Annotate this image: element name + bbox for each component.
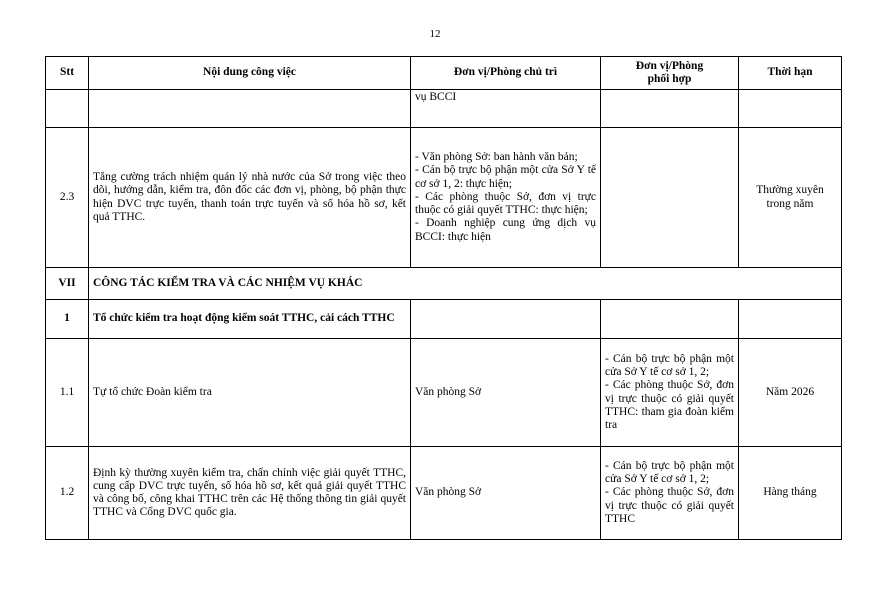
row-stt bbox=[46, 90, 89, 128]
section-row bbox=[46, 268, 842, 300]
row-deadline bbox=[739, 90, 842, 128]
header-deadline: Thời hạn bbox=[739, 57, 842, 90]
header-coord-line-1: Đơn vị/Phòng bbox=[635, 59, 704, 72]
row-coord-unit bbox=[601, 90, 739, 128]
row-content: Định kỳ thường xuyên kiểm tra, chấn chỉnh việc giải quyết TTHC, cung cấp DVC trực tuyến, số hóa hồ sơ, kết quả giải quyết TTHC và công bố, công khai TTHC trên các Hệ thống thông tin giải quyết TTHC và Cổng DVC quốc gia. bbox=[89, 447, 411, 540]
header-lead-unit: Đơn vị/Phòng chủ trì bbox=[411, 57, 601, 90]
row-coord-unit bbox=[601, 339, 739, 447]
row-deadline: Hàng tháng bbox=[739, 447, 842, 540]
row-stt: 1.1 bbox=[46, 339, 89, 447]
table-row bbox=[46, 300, 842, 339]
row-lead-unit: Văn phòng Sở bbox=[411, 339, 601, 447]
row-content: Tổ chức kiểm tra hoạt động kiểm soát TTHC, cải cách TTHC bbox=[89, 300, 411, 339]
lead-item: - Văn phòng Sở: ban hành văn bản; bbox=[415, 151, 578, 164]
lead-item: - Cán bộ trực bộ phận một cửa Sở Y tế cơ sở 1, 2: thực hiện; bbox=[415, 164, 596, 190]
row-lead-unit bbox=[411, 128, 601, 268]
table-row bbox=[46, 90, 842, 128]
header-stt: Stt bbox=[46, 57, 89, 90]
coord-item: - Các phòng thuộc Sở, đơn vị trực thuộc có giải quyết TTHC bbox=[605, 486, 734, 525]
row-coord-unit bbox=[601, 447, 739, 540]
header-coordinating-unit bbox=[601, 57, 739, 90]
row-content bbox=[89, 90, 411, 128]
coord-item: - Các phòng thuộc Sở, đơn vị trực thuộc có giải quyết TTHC: tham gia đoàn kiểm tra bbox=[605, 379, 734, 431]
table-header-row bbox=[46, 57, 842, 90]
header-coord-line-2: phối hợp bbox=[647, 73, 692, 85]
row-lead-unit bbox=[411, 300, 601, 339]
row-deadline: Năm 2026 bbox=[739, 339, 842, 447]
table-row bbox=[46, 447, 842, 540]
row-stt: 2.3 bbox=[46, 128, 89, 268]
table-row bbox=[46, 128, 842, 268]
section-number: VII bbox=[46, 268, 89, 300]
coord-item: - Cán bộ trực bộ phận một cửa Sở Y tế cơ sở 1, 2; bbox=[605, 352, 734, 379]
row-deadline bbox=[739, 300, 842, 339]
row-lead-unit: vụ BCCI bbox=[411, 90, 601, 128]
row-content: Tự tổ chức Đoàn kiểm tra bbox=[89, 339, 411, 447]
row-stt: 1.2 bbox=[46, 447, 89, 540]
coord-item: - Cán bộ trực bộ phận một cửa Sở Y tế cơ sở 1, 2; bbox=[605, 459, 734, 486]
lead-item: - Doanh nghiệp cung ứng dịch vụ BCCI: thực hiện bbox=[415, 217, 596, 243]
row-stt: 1 bbox=[46, 300, 89, 339]
row-lead-unit: Văn phòng Sở bbox=[411, 447, 601, 540]
row-content: Tăng cường trách nhiệm quản lý nhà nước của Sở trong việc theo dõi, hướng dẫn, kiểm tra, đôn đốc các đơn vị, phòng, bộ phận thực hiện DVC trực tuyến, thanh toán trực tuyến và số hóa hồ sơ, kết quả TTHC. bbox=[89, 128, 411, 268]
task-table bbox=[45, 56, 842, 540]
row-coord-unit bbox=[601, 300, 739, 339]
table-row bbox=[46, 339, 842, 447]
row-deadline: Thường xuyên trong năm bbox=[739, 128, 842, 268]
row-coord-unit bbox=[601, 128, 739, 268]
lead-item: - Các phòng thuộc Sở, đơn vị trực thuộc có giải quyết TTHC: thực hiện; bbox=[415, 190, 596, 217]
header-content: Nội dung công việc bbox=[89, 57, 411, 90]
page-number: 12 bbox=[429, 28, 441, 40]
section-title: CÔNG TÁC KIỂM TRA VÀ CÁC NHIỆM VỤ KHÁC bbox=[89, 268, 842, 300]
